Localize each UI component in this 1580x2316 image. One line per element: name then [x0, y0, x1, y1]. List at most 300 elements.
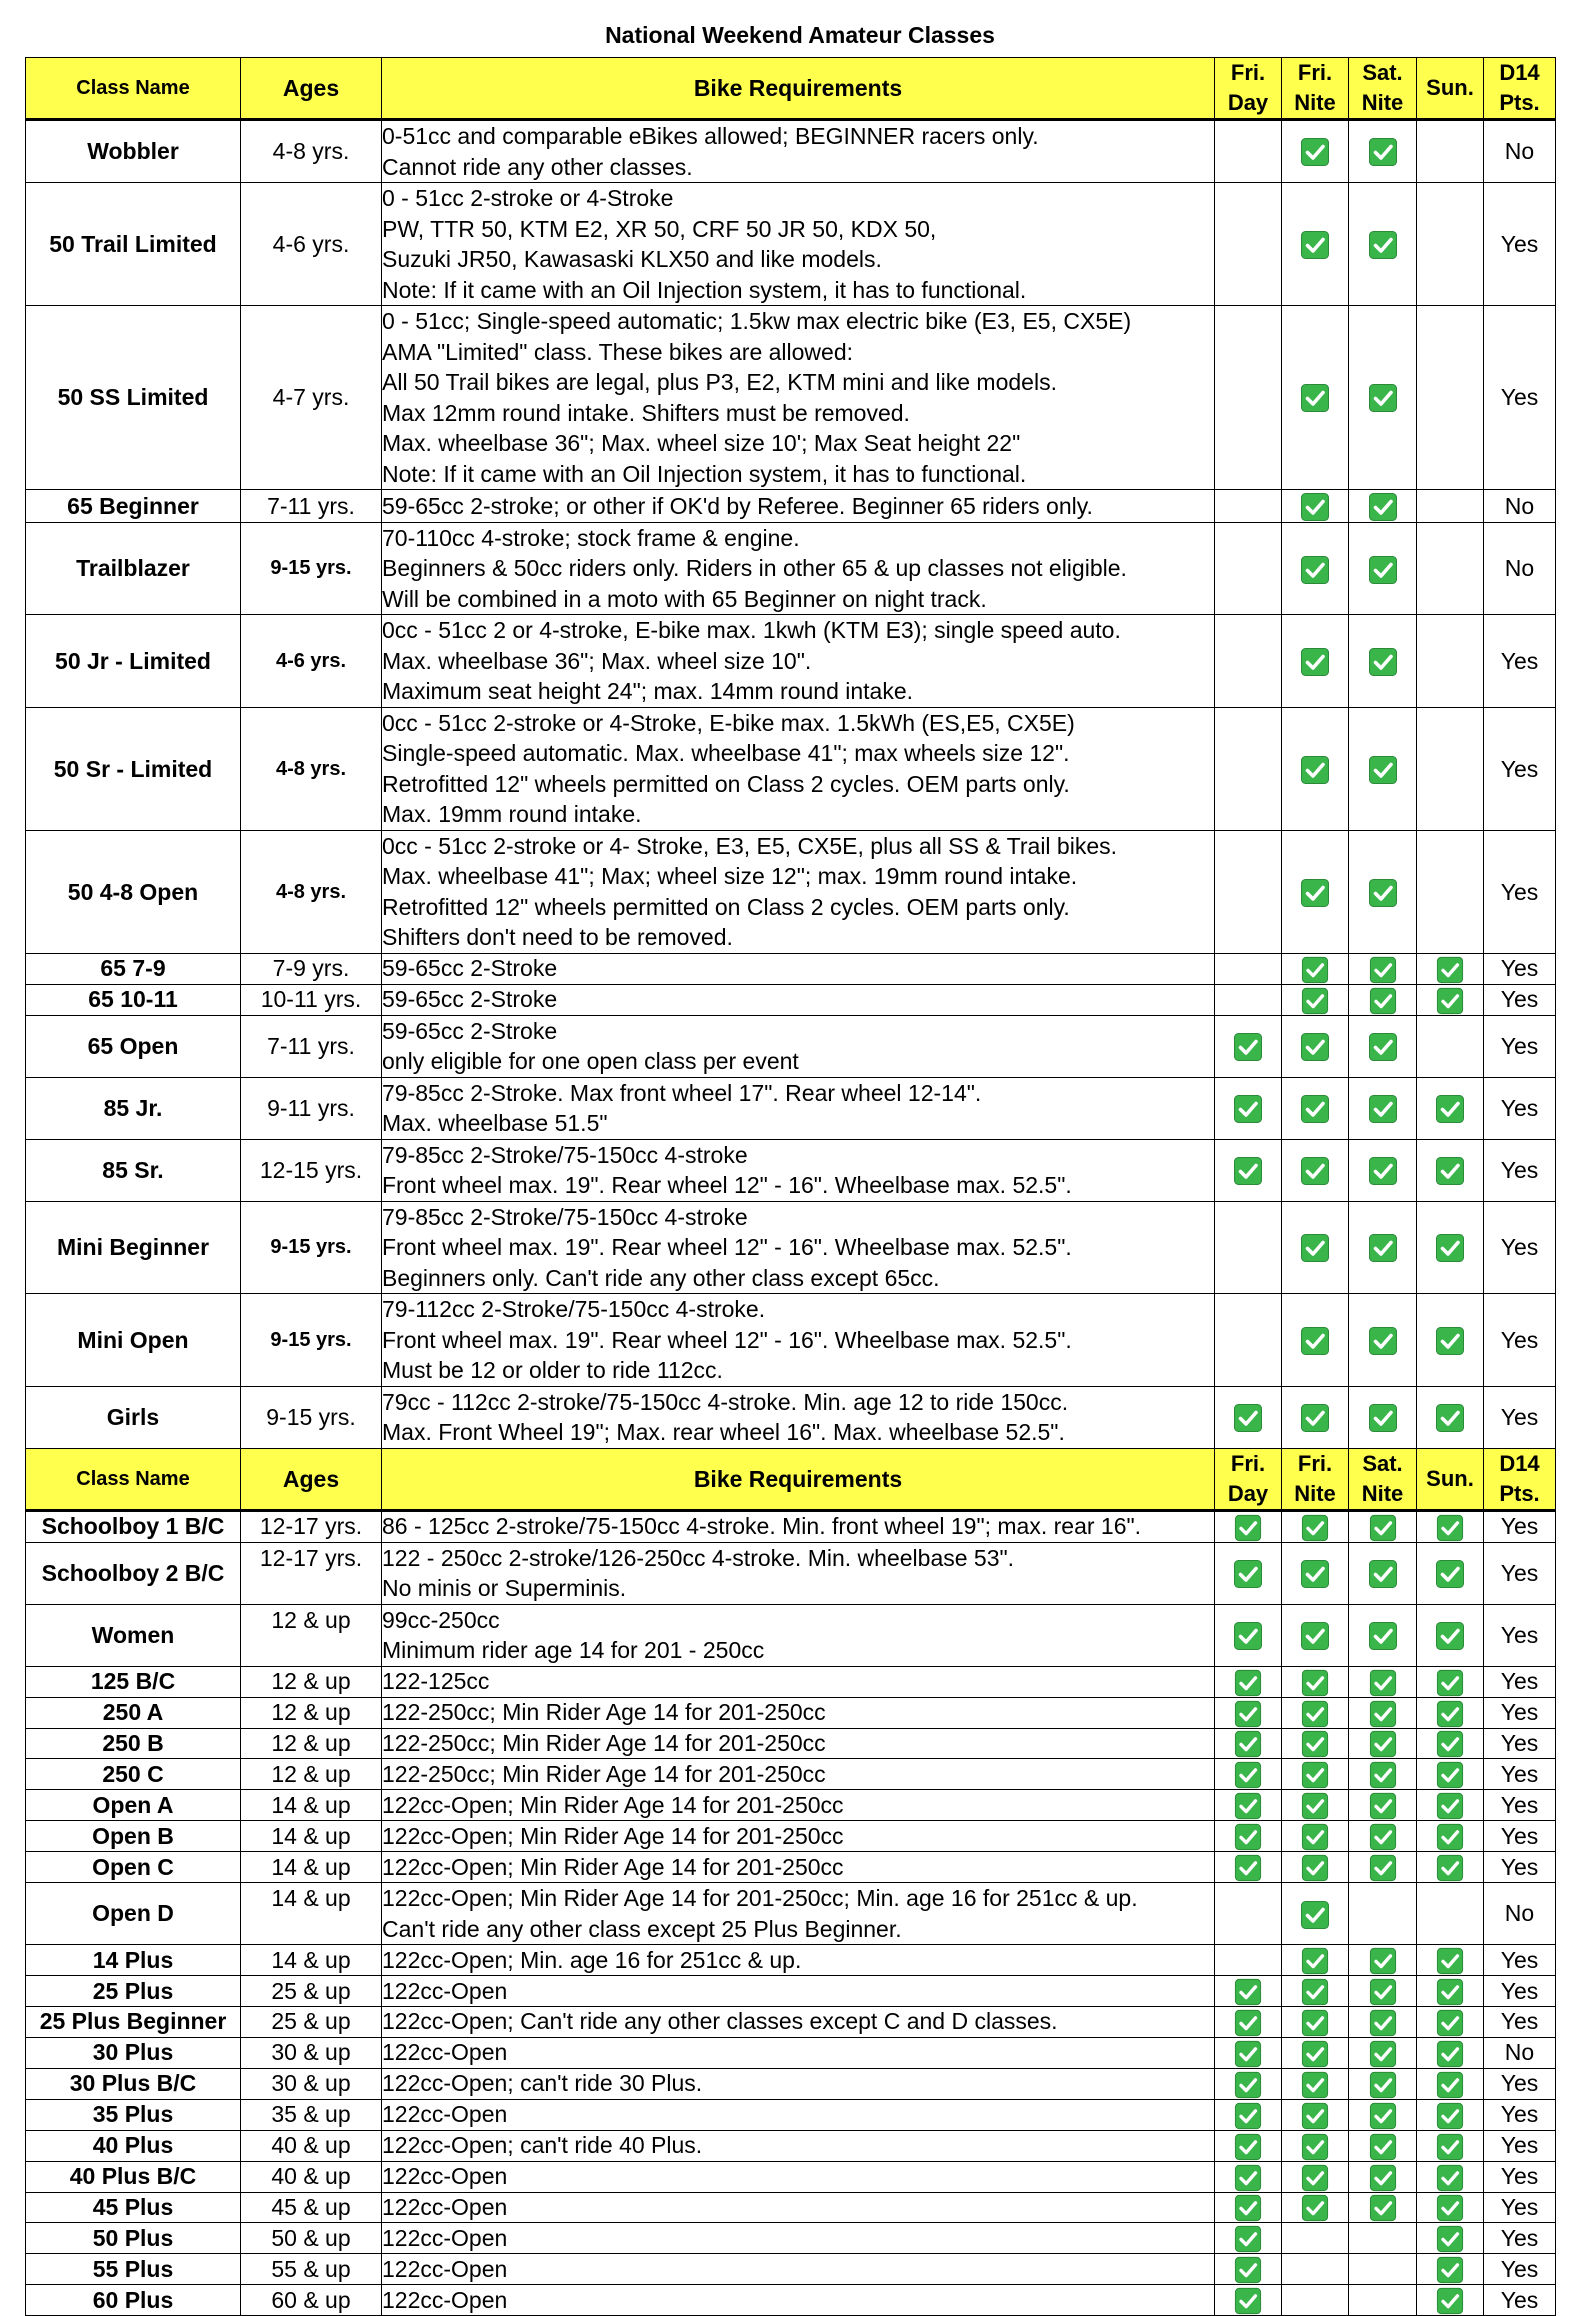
header-class-name: Class Name [26, 1448, 241, 1510]
day-cell [1417, 120, 1484, 183]
checkbox-checked-icon [1301, 1700, 1329, 1728]
day-cell [1417, 707, 1484, 830]
checkbox-checked-icon [1369, 1514, 1397, 1542]
checkbox-checked-icon [1368, 492, 1398, 522]
checkbox-checked-icon [1369, 987, 1397, 1015]
checkbox-checked-icon [1300, 755, 1330, 785]
checkbox-checked-icon [1301, 956, 1329, 984]
bike-requirements [382, 1077, 1215, 1139]
checkbox-checked-icon [1234, 1978, 1262, 2006]
checkbox-checked-icon [1369, 1700, 1397, 1728]
header-day-col [1282, 1448, 1349, 1510]
day-cell [1349, 2006, 1417, 2037]
requirement-line: Front wheel max. 19". Rear wheel 12" - 16". Wheelbase max. 52.5". [382, 1326, 1072, 1353]
d14-points: Yes [1484, 1386, 1556, 1448]
day-cell [1215, 953, 1282, 984]
day-cell [1349, 183, 1417, 306]
header-day-label: Pts. [1499, 1480, 1540, 1506]
requirement-line: 122cc-Open [382, 2255, 508, 2282]
header-bike-requirements: Bike Requirements [382, 58, 1215, 120]
day-cell [1349, 1945, 1417, 1976]
requirement-line: 122-250cc; Min Rider Age 14 for 201-250cc [382, 1729, 826, 1756]
class-age: 12 & up [241, 1728, 382, 1759]
header-day-label: Sun. [1426, 1465, 1474, 1491]
day-cell [1417, 1604, 1484, 1666]
d14-points: Yes [1484, 2068, 1556, 2099]
class-age: 9-15 yrs. [241, 1294, 382, 1387]
bike-requirements [382, 1790, 1215, 1821]
class-name: 35 Plus [26, 2099, 241, 2130]
requirement-line: Retrofitted 12" wheels permitted on Class 2 cycles. OEM parts only. [382, 770, 1070, 797]
day-cell [1417, 490, 1484, 523]
checkbox-checked-icon [1301, 1978, 1329, 2006]
header-day-col [1417, 1448, 1484, 1510]
checkbox-checked-icon [1436, 1947, 1464, 1975]
class-name: Mini Beginner [26, 1201, 241, 1294]
d14-points: Yes [1484, 2099, 1556, 2130]
requirement-line: Note: If it came with an Oil Injection system, it has to functional. [382, 276, 1027, 303]
day-cell [1282, 2068, 1349, 2099]
header-day-col [1282, 58, 1349, 120]
day-cell [1417, 1790, 1484, 1821]
requirement-line: Beginners only. Can't ride any other class except 65cc. [382, 1264, 940, 1291]
class-name: 250 A [26, 1697, 241, 1728]
requirement-line: 79-85cc 2-Stroke/75-150cc 4-stroke [382, 1203, 748, 1230]
requirement-line: 122cc-Open [382, 2039, 508, 2066]
checkbox-checked-icon [1234, 2287, 1262, 2315]
d14-points: Yes [1484, 1821, 1556, 1852]
checkbox-checked-icon [1368, 1233, 1398, 1263]
header-day-label: Day [1227, 90, 1269, 115]
d14-points: Yes [1484, 1542, 1556, 1604]
header-row [26, 58, 1556, 120]
table-row [26, 1201, 1556, 1294]
bike-requirements [382, 2099, 1215, 2130]
table-row [26, 2130, 1556, 2161]
bike-requirements [382, 2223, 1215, 2254]
day-cell [1282, 1077, 1349, 1139]
checkbox-checked-icon [1233, 1403, 1263, 1433]
requirement-line: Cannot ride any other classes. [382, 153, 693, 180]
header-bike-requirements: Bike Requirements [382, 1448, 1215, 1510]
d14-points: Yes [1484, 2254, 1556, 2285]
checkbox-checked-icon [1234, 1823, 1262, 1851]
table-row [26, 1697, 1556, 1728]
d14-points: Yes [1484, 1945, 1556, 1976]
requirement-line: Will be combined in a moto with 65 Beginner on night track. [382, 585, 987, 612]
requirement-line: Max. wheelbase 36"; Max. wheel size 10'; Max Seat height 22" [382, 430, 1021, 456]
bike-requirements [382, 1728, 1215, 1759]
table-row [26, 1728, 1556, 1759]
class-name: 30 Plus B/C [26, 2068, 241, 2099]
day-cell [1349, 2285, 1417, 2316]
checkbox-checked-icon [1436, 2133, 1464, 2161]
d14-points: Yes [1484, 1728, 1556, 1759]
class-age: 9-11 yrs. [241, 1077, 382, 1139]
day-cell [1417, 2254, 1484, 2285]
day-cell [1349, 2254, 1417, 2285]
d14-points: No [1484, 2037, 1556, 2068]
day-cell [1215, 1510, 1282, 1542]
day-cell [1349, 1201, 1417, 1294]
bike-requirements [382, 1852, 1215, 1883]
bike-requirements [382, 2192, 1215, 2223]
checkbox-checked-icon [1368, 1403, 1398, 1433]
table-row [26, 1015, 1556, 1077]
checkbox-checked-icon [1234, 2164, 1262, 2192]
day-cell [1417, 1201, 1484, 1294]
checkbox-checked-icon [1300, 383, 1330, 413]
day-cell [1349, 615, 1417, 708]
checkbox-checked-icon [1368, 878, 1398, 908]
day-cell [1215, 1883, 1282, 1945]
header-day-col [1484, 58, 1556, 120]
day-cell [1215, 1015, 1282, 1077]
table-row [26, 1852, 1556, 1883]
header-day-label: Day [1227, 1480, 1269, 1506]
requirement-line: Note: If it came with an Oil Injection system, it has to functional. [382, 460, 1027, 487]
class-age: 4-8 yrs. [241, 707, 382, 830]
requirement-line: 122cc-Open; Min Rider Age 14 for 201-250cc; Min. age 16 for 251cc & up. [382, 1885, 1138, 1912]
checkbox-checked-icon [1435, 1326, 1465, 1356]
day-cell [1349, 1294, 1417, 1387]
day-cell [1282, 1386, 1349, 1448]
class-age: 9-15 yrs. [241, 522, 382, 615]
table-row [26, 1077, 1556, 1139]
requirement-line: Max. wheelbase 41"; Max; wheel size 12"; max. 19mm round intake. [382, 863, 1078, 890]
requirement-line: 0cc - 51cc 2-stroke or 4-Stroke, E-bike max. 1.5kWh (ES,E5, CX5E) [382, 709, 1075, 736]
checkbox-checked-icon [1301, 1730, 1329, 1758]
requirement-line: 79-85cc 2-Stroke. Max front wheel 17". Rear wheel 12-14". [382, 1079, 982, 1106]
day-cell [1417, 2037, 1484, 2068]
table-row [26, 1945, 1556, 1976]
table-row [26, 1542, 1556, 1604]
requirement-line: 122cc-Open; Min. age 16 for 251cc & up. [382, 1946, 802, 1973]
header-day-col [1484, 1448, 1556, 1510]
bike-requirements [382, 2037, 1215, 2068]
requirement-line: Front wheel max. 19". Rear wheel 12" - 16". Wheelbase max. 52.5". [382, 1234, 1072, 1261]
day-cell [1282, 1139, 1349, 1201]
class-name: 50 Sr - Limited [26, 707, 241, 830]
class-age: 14 & up [241, 1821, 382, 1852]
day-cell [1215, 1976, 1282, 2007]
checkbox-checked-icon [1436, 2164, 1464, 2192]
requirement-line: Maximum seat height 24"; max. 14mm round intake. [382, 678, 914, 705]
day-cell [1215, 984, 1282, 1015]
table-row [26, 2254, 1556, 2285]
day-cell [1349, 1883, 1417, 1945]
day-cell [1282, 2192, 1349, 2223]
checkbox-checked-icon [1436, 987, 1464, 1015]
table-row [26, 830, 1556, 953]
day-cell [1215, 1852, 1282, 1883]
day-cell [1417, 1542, 1484, 1604]
class-name: Open C [26, 1852, 241, 1883]
checkbox-checked-icon [1300, 1621, 1330, 1651]
class-name: 60 Plus [26, 2285, 241, 2316]
day-cell [1215, 2130, 1282, 2161]
bike-requirements [382, 306, 1215, 490]
day-cell [1417, 1015, 1484, 1077]
day-cell [1349, 2099, 1417, 2130]
day-cell [1349, 1542, 1417, 1604]
requirement-line: Max. wheelbase 51.5" [382, 1110, 608, 1137]
bike-requirements [382, 707, 1215, 830]
bike-requirements [382, 1945, 1215, 1976]
day-cell [1417, 1697, 1484, 1728]
class-age: 14 & up [241, 1945, 382, 1976]
table-row [26, 2192, 1556, 2223]
checkbox-checked-icon [1234, 2071, 1262, 2099]
checkbox-checked-icon [1233, 1559, 1263, 1589]
day-cell [1417, 183, 1484, 306]
checkbox-checked-icon [1301, 1792, 1329, 1820]
day-cell [1349, 953, 1417, 984]
day-cell [1282, 2006, 1349, 2037]
day-cell [1215, 1139, 1282, 1201]
day-cell [1215, 2161, 1282, 2192]
bike-requirements [382, 953, 1215, 984]
day-cell [1282, 1728, 1349, 1759]
d14-points: Yes [1484, 1604, 1556, 1666]
checkbox-checked-icon [1435, 1233, 1465, 1263]
class-age: 4-8 yrs. [241, 120, 382, 183]
day-cell [1215, 830, 1282, 953]
checkbox-checked-icon [1300, 1094, 1330, 1124]
class-name: Wobbler [26, 120, 241, 183]
day-cell [1349, 1015, 1417, 1077]
bike-requirements [382, 1201, 1215, 1294]
table-row [26, 1976, 1556, 2007]
checkbox-checked-icon [1369, 2194, 1397, 2222]
class-age: 12 & up [241, 1604, 382, 1666]
header-day-label: Fri. [1230, 1450, 1266, 1476]
class-age: 35 & up [241, 2099, 382, 2130]
requirement-line: 0cc - 51cc 2-stroke or 4- Stroke, E3, E5, CX5E, plus all SS & Trail bikes. [382, 832, 1118, 859]
checkbox-checked-icon [1435, 1156, 1465, 1186]
day-cell [1282, 120, 1349, 183]
class-age: 7-11 yrs. [241, 1015, 382, 1077]
bike-requirements [382, 984, 1215, 1015]
day-cell [1417, 1728, 1484, 1759]
day-cell [1282, 707, 1349, 830]
table-row [26, 490, 1556, 523]
requirement-line: 79cc - 112cc 2-stroke/75-150cc 4-stroke. Min. age 12 to ride 150cc. [382, 1388, 1069, 1415]
bike-requirements [382, 183, 1215, 306]
day-cell [1417, 953, 1484, 984]
checkbox-checked-icon [1234, 1730, 1262, 1758]
requirement-line: 122-250cc; Min Rider Age 14 for 201-250cc [382, 1760, 826, 1787]
class-name: Open A [26, 1790, 241, 1821]
header-day-label: Fri. [1297, 1450, 1333, 1476]
requirement-line: Beginners & 50cc riders only. Riders in other 65 & up classes not eligible. [382, 555, 1127, 582]
day-cell [1417, 1510, 1484, 1542]
header-day-label: Nite [1361, 90, 1404, 115]
requirement-line: 59-65cc 2-Stroke [382, 986, 558, 1013]
class-name: 65 Beginner [26, 490, 241, 523]
bike-requirements [382, 1542, 1215, 1604]
day-cell [1417, 2223, 1484, 2254]
d14-points: Yes [1484, 1976, 1556, 2007]
checkbox-checked-icon [1369, 1854, 1397, 1882]
day-cell [1349, 1852, 1417, 1883]
class-age: 9-15 yrs. [241, 1201, 382, 1294]
requirement-line: 99cc-250cc [382, 1606, 500, 1633]
class-name: 40 Plus [26, 2130, 241, 2161]
checkbox-checked-icon [1369, 1761, 1397, 1789]
day-cell [1417, 1294, 1484, 1387]
class-name: 40 Plus B/C [26, 2161, 241, 2192]
table-row [26, 1821, 1556, 1852]
bike-requirements [382, 2130, 1215, 2161]
class-age: 30 & up [241, 2068, 382, 2099]
bike-requirements [382, 1294, 1215, 1387]
day-cell [1282, 615, 1349, 708]
checkbox-checked-icon [1369, 2009, 1397, 2037]
day-cell [1349, 2068, 1417, 2099]
day-cell [1215, 1077, 1282, 1139]
requirement-line: Must be 12 or older to ride 112cc. [382, 1357, 723, 1384]
header-ages: Ages [241, 58, 382, 120]
header-day-label: Nite [1294, 1480, 1336, 1506]
checkbox-checked-icon [1234, 2009, 1262, 2037]
checkbox-checked-icon [1369, 2102, 1397, 2130]
d14-points: Yes [1484, 984, 1556, 1015]
d14-points: Yes [1484, 1510, 1556, 1542]
class-age: 12 & up [241, 1666, 382, 1697]
day-cell [1282, 2254, 1349, 2285]
table-row [26, 615, 1556, 708]
class-name: 50 4-8 Open [26, 830, 241, 953]
checkbox-checked-icon [1436, 1854, 1464, 1882]
day-cell [1417, 2161, 1484, 2192]
d14-points: Yes [1484, 1015, 1556, 1077]
checkbox-checked-icon [1300, 1326, 1330, 1356]
header-class-name: Class Name [26, 58, 241, 120]
bike-requirements [382, 1386, 1215, 1448]
requirement-line: AMA "Limited" class. These bikes are allowed: [382, 338, 854, 365]
d14-points: Yes [1484, 953, 1556, 984]
class-age: 12-15 yrs. [241, 1139, 382, 1201]
table-row [26, 2223, 1556, 2254]
bike-requirements [382, 2161, 1215, 2192]
day-cell [1215, 1759, 1282, 1790]
d14-points: Yes [1484, 707, 1556, 830]
day-cell [1282, 2037, 1349, 2068]
requirement-line: 122cc-Open [382, 2101, 508, 2128]
bike-requirements [382, 1666, 1215, 1697]
checkbox-checked-icon [1369, 1978, 1397, 2006]
checkbox-checked-icon [1436, 1730, 1464, 1758]
requirement-line: Retrofitted 12" wheels permitted on Class 2 cycles. OEM parts only. [382, 893, 1070, 920]
day-cell [1417, 1759, 1484, 1790]
checkbox-checked-icon [1436, 1761, 1464, 1789]
class-name: Open B [26, 1821, 241, 1852]
day-cell [1282, 1976, 1349, 2007]
day-cell [1349, 830, 1417, 953]
class-name: Open D [26, 1883, 241, 1945]
header-day-col [1215, 1448, 1282, 1510]
checkbox-checked-icon [1234, 1854, 1262, 1882]
checkbox-checked-icon [1301, 1669, 1329, 1697]
class-name: Schoolboy 1 B/C [26, 1510, 241, 1542]
class-name: 65 7-9 [26, 953, 241, 984]
header-day-label: Nite [1294, 90, 1336, 115]
requirement-line: 0-51cc and comparable eBikes allowed; BEGINNER racers only. [382, 123, 1039, 149]
checkbox-checked-icon [1436, 1823, 1464, 1851]
checkbox-checked-icon [1234, 2133, 1262, 2161]
table-row [26, 1510, 1556, 1542]
table-row [26, 2068, 1556, 2099]
day-cell [1215, 1728, 1282, 1759]
class-name: Schoolboy 2 B/C [26, 1542, 241, 1604]
checkbox-checked-icon [1300, 1233, 1330, 1263]
class-age: 12 & up [241, 1759, 382, 1790]
checkbox-checked-icon [1300, 1032, 1330, 1062]
checkbox-checked-icon [1369, 2040, 1397, 2068]
d14-points: Yes [1484, 1139, 1556, 1201]
bike-requirements [382, 1510, 1215, 1542]
class-name: 85 Sr. [26, 1139, 241, 1201]
day-cell [1282, 490, 1349, 523]
requirement-line: Minimum rider age 14 for 201 - 250cc [382, 1637, 765, 1664]
class-age: 4-8 yrs. [241, 830, 382, 953]
requirement-line: Front wheel max. 19". Rear wheel 12" - 16". Wheelbase max. 52.5". [382, 1172, 1072, 1199]
day-cell [1417, 2285, 1484, 2316]
class-name: 25 Plus Beginner [26, 2006, 241, 2037]
table-row [26, 2006, 1556, 2037]
day-cell [1282, 2223, 1349, 2254]
class-age: 4-7 yrs. [241, 306, 382, 490]
class-name: 14 Plus [26, 1945, 241, 1976]
table-row [26, 707, 1556, 830]
day-cell [1417, 1976, 1484, 2007]
requirement-line: Suzuki JR50, Kawasaski KLX50 and like models. [382, 246, 882, 272]
checkbox-checked-icon [1234, 2225, 1262, 2253]
day-cell [1282, 1510, 1349, 1542]
day-cell [1417, 1666, 1484, 1697]
checkbox-checked-icon [1368, 1326, 1398, 1356]
day-cell [1215, 2285, 1282, 2316]
header-day-label: Pts. [1499, 90, 1540, 115]
checkbox-checked-icon [1369, 2071, 1397, 2099]
requirement-line: 122cc-Open; Min Rider Age 14 for 201-250cc [382, 1822, 844, 1849]
day-cell [1349, 1604, 1417, 1666]
table-row [26, 1883, 1556, 1945]
day-cell [1349, 984, 1417, 1015]
checkbox-checked-icon [1368, 1559, 1398, 1589]
bike-requirements [382, 830, 1215, 953]
checkbox-checked-icon [1368, 647, 1398, 677]
class-name: 50 Trail Limited [26, 183, 241, 306]
day-cell [1282, 1542, 1349, 1604]
day-cell [1417, 2099, 1484, 2130]
checkbox-checked-icon [1301, 2194, 1329, 2222]
requirement-line: 122cc-Open; can't ride 40 Plus. [382, 2132, 703, 2159]
day-cell [1417, 1945, 1484, 1976]
day-cell [1349, 1790, 1417, 1821]
checkbox-checked-icon [1368, 1621, 1398, 1651]
checkbox-checked-icon [1436, 1978, 1464, 2006]
day-cell [1349, 522, 1417, 615]
requirement-line: 86 - 125cc 2-stroke/75-150cc 4-stroke. Min. front wheel 19"; max. rear 16". [382, 1513, 1142, 1540]
requirement-line: 0 - 51cc; Single-speed automatic; 1.5kw max electric bike (E3, E5, CX5E) [382, 308, 1132, 334]
requirement-line: Max. wheelbase 36"; Max. wheel size 10". [382, 647, 812, 674]
day-cell [1417, 2068, 1484, 2099]
day-cell [1215, 1945, 1282, 1976]
header-day-col [1349, 1448, 1417, 1510]
checkbox-checked-icon [1436, 956, 1464, 984]
